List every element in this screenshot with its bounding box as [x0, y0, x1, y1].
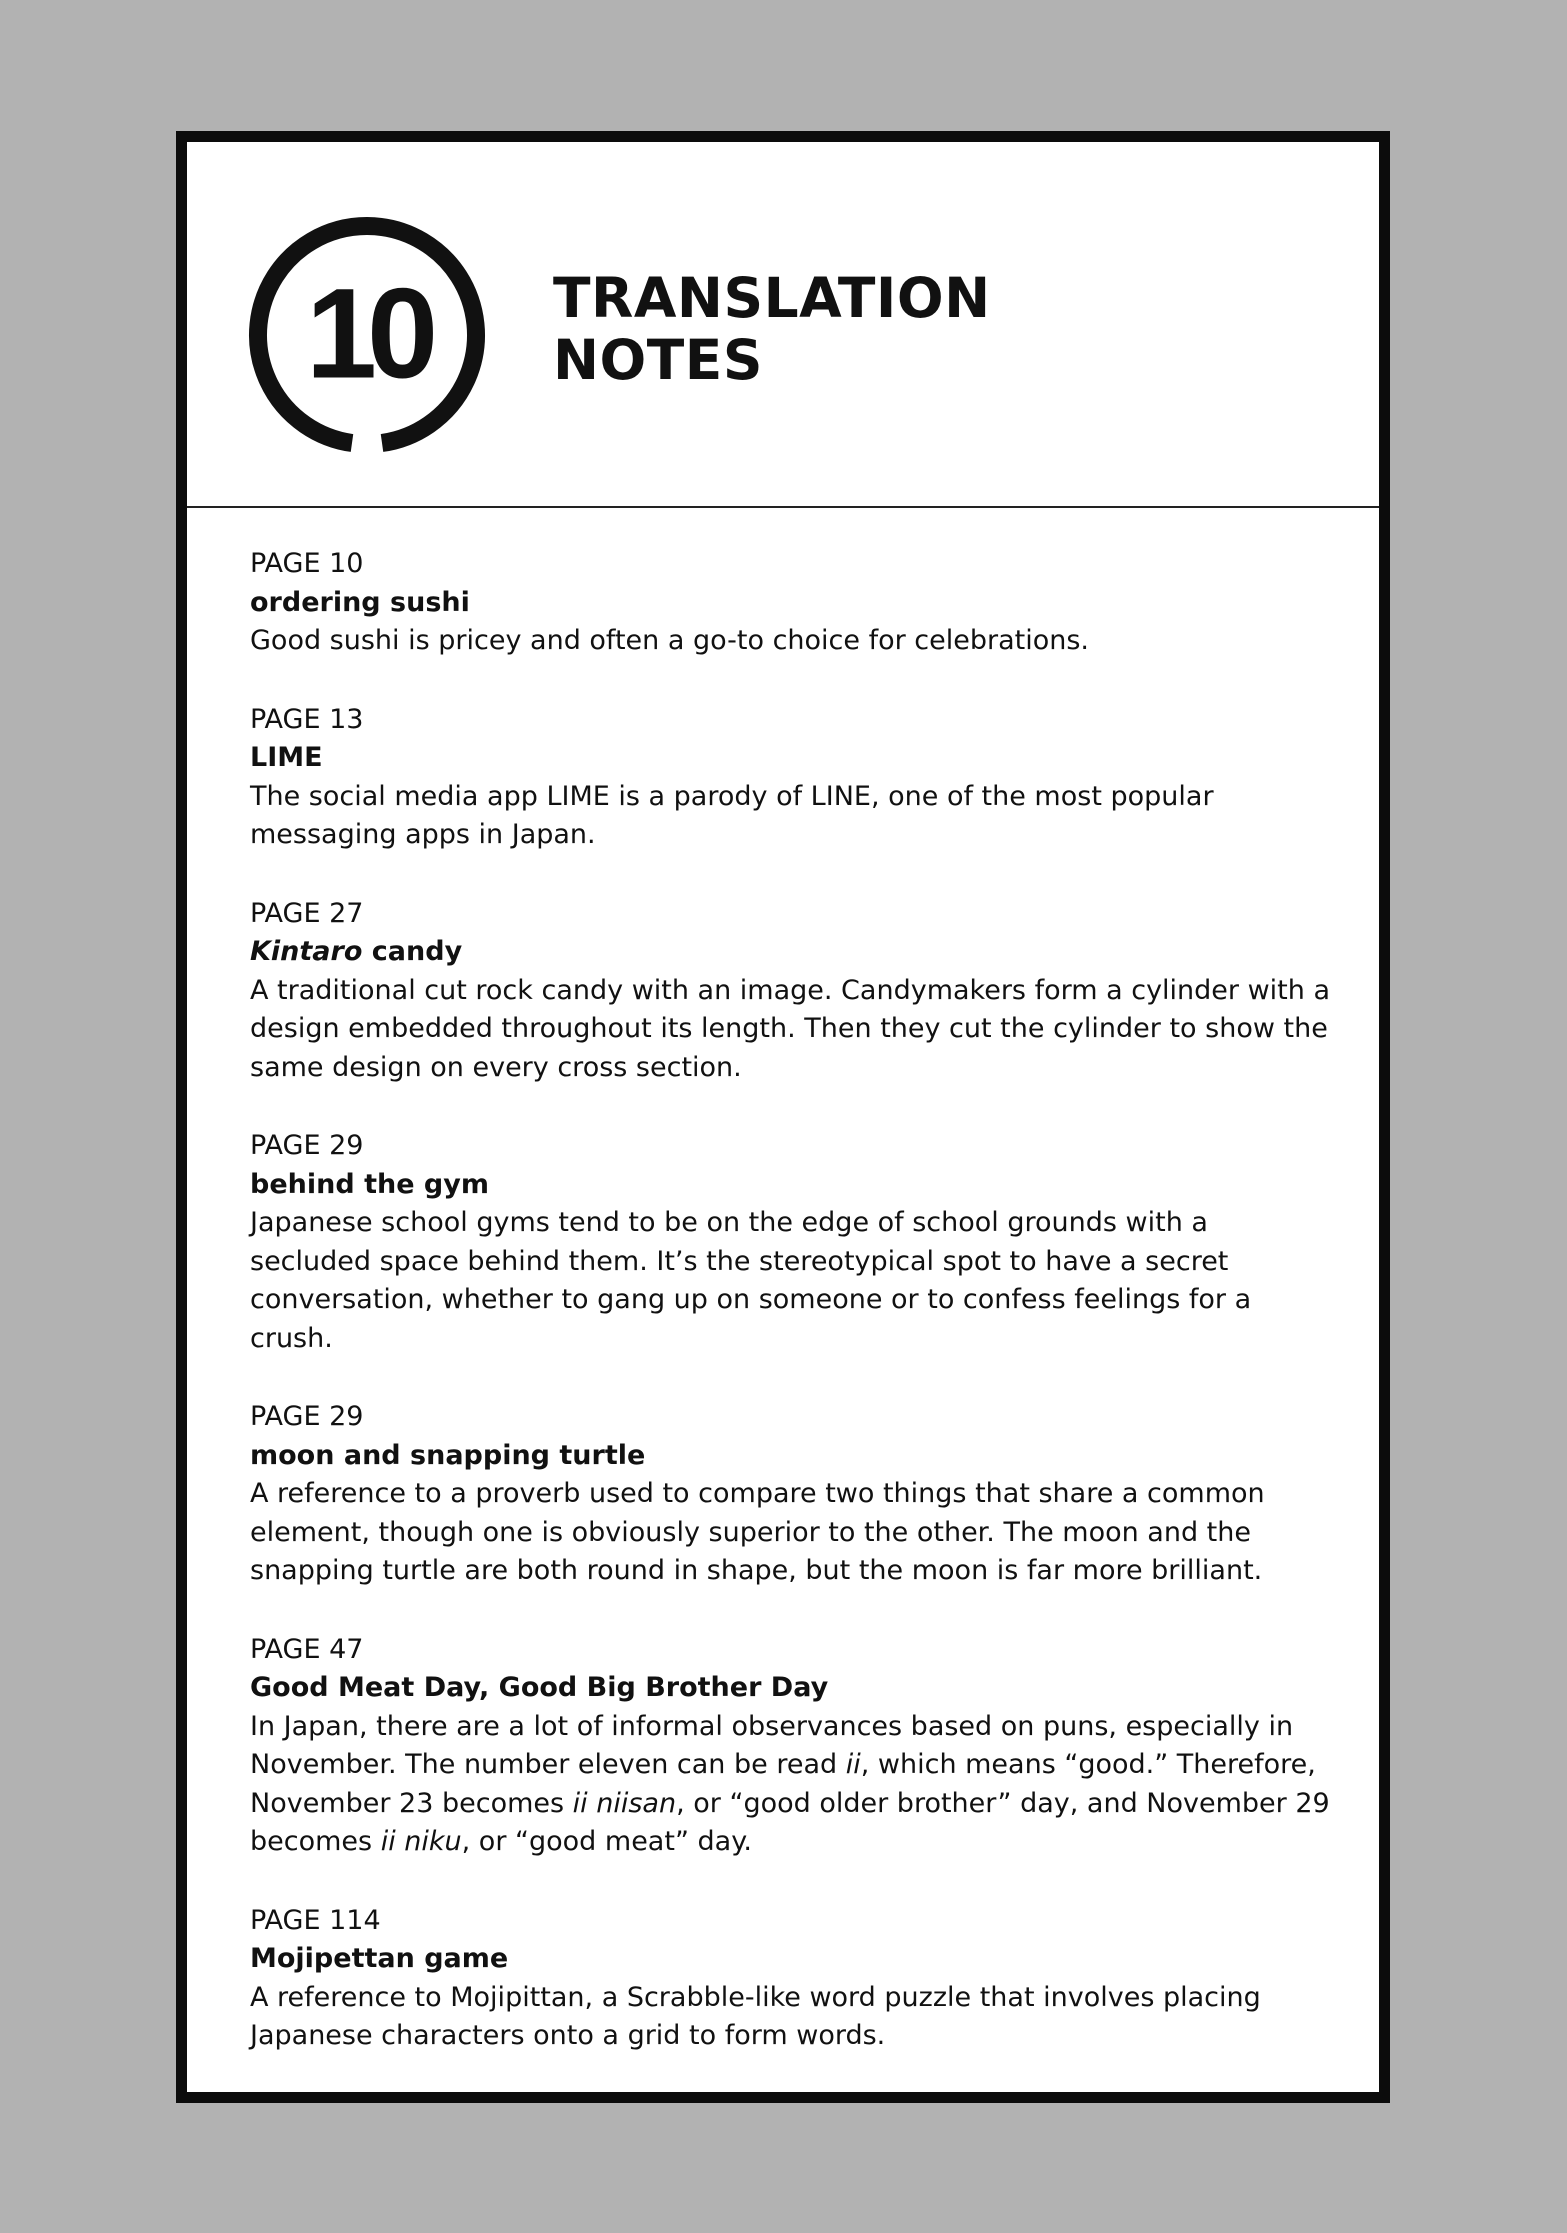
note-body: A traditional cut rock candy with an image. Candymakers form a cylinder with a design embedded throughout its length. Then they cut the cylinder to show the same design on every cross section.	[250, 974, 1331, 1083]
note-item	[250, 1631, 1330, 1862]
note-body: A reference to Mojipittan, a Scrabble-like word puzzle that involves placing Japanese characters onto a grid to form words.	[250, 1981, 1261, 2051]
note-body-italic: ii niisan	[572, 1787, 677, 1819]
note-page-label: PAGE 27	[250, 897, 364, 929]
note-item	[250, 1902, 1330, 2056]
note-term: ordering sushi	[250, 586, 470, 618]
chapter-header	[187, 142, 1379, 508]
note-term	[250, 933, 1330, 972]
note-body	[250, 1708, 1330, 1862]
notes-list	[250, 545, 1330, 2056]
note-term: Good Meat Day, Good Big Brother Day	[250, 1672, 829, 1703]
note-item	[250, 545, 1330, 661]
note-term: behind the gym	[250, 1168, 489, 1200]
note-term: Mojipettan game	[250, 1943, 509, 1974]
note-page-label: PAGE 29	[250, 1130, 364, 1161]
note-page-label: PAGE 114	[250, 1904, 381, 1936]
chapter-badge-icon	[244, 210, 490, 456]
title-line-1: TRANSLATION	[553, 266, 991, 330]
note-term: LIME	[250, 742, 323, 773]
note-body-part: In Japan, there are a lot of informal observances based on puns, especially in November. The number eleven can be read	[250, 1710, 1294, 1780]
note-body-italic: ii niku	[380, 1826, 462, 1857]
note-body-part: , or “good meat” day.	[461, 1826, 752, 1857]
note-page-label: PAGE 10	[250, 548, 364, 579]
note-term: moon and snapping turtle	[250, 1439, 646, 1471]
note-item	[250, 1127, 1330, 1358]
note-term-rest: candy	[362, 936, 463, 967]
note-body-part: , which means “good.” Therefore, November 23 becomes	[250, 1749, 1316, 1819]
chapter-number-badge	[244, 210, 490, 456]
note-body: The social media app LIME is a parody of LINE, one of the most popular messaging apps in Japan.	[250, 780, 1214, 850]
note-item	[250, 701, 1330, 855]
note-item	[250, 1398, 1330, 1591]
note-page-label: PAGE 47	[250, 1633, 364, 1665]
page-title	[553, 267, 991, 391]
note-page-label: PAGE 13	[250, 703, 364, 735]
note-body: Japanese school gyms tend to be on the edge of school grounds with a secluded space behind them. It’s the stereotypical spot to have a secret conversation, whether to gang up on someone or to confess feelings for a crush.	[250, 1207, 1252, 1354]
note-item	[250, 895, 1330, 1088]
note-body: A reference to a proverb used to compare two things that share a common element, though one is obviously superior to the other. The moon and the snapping turtle are both round in shape, but the moon is far more brilliant.	[250, 1478, 1265, 1586]
notes-page-frame	[176, 131, 1390, 2103]
note-body-italic: ii	[845, 1749, 861, 1780]
note-term-italic: Kintaro	[250, 936, 363, 967]
chapter-number: 10	[305, 262, 429, 406]
note-page-label: PAGE 29	[250, 1401, 364, 1432]
title-line-2: NOTES	[553, 328, 763, 392]
note-body: Good sushi is pricey and often a go-to choice for celebrations.	[250, 625, 1090, 656]
note-body-part: , or “good older brother” day, and November 29 becomes	[250, 1787, 1330, 1857]
